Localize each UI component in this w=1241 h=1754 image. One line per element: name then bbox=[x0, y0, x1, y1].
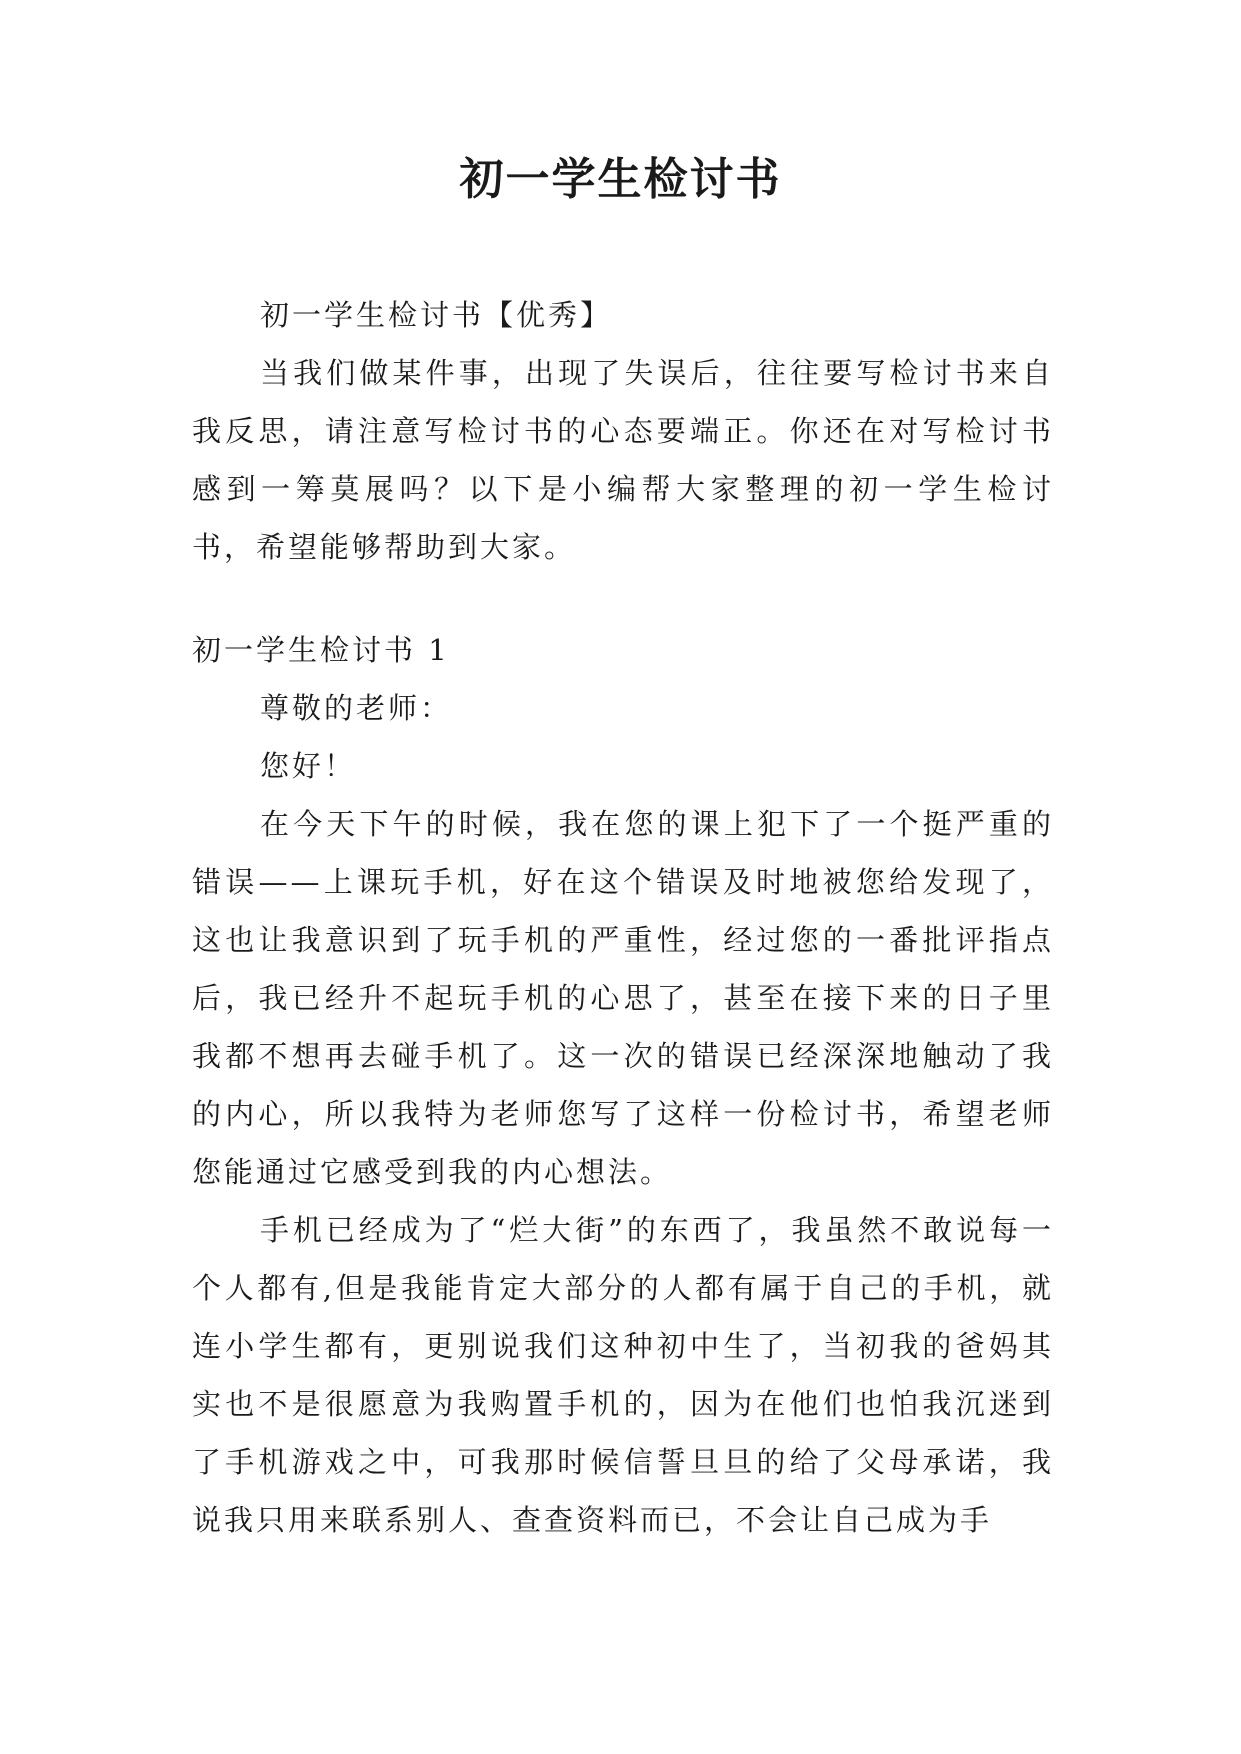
body-paragraph: 手机已经成为了“烂大街”的东西了，我虽然不敢说每一个人都有,但是我能肯定大部分的人都有属于自己的手机，就连小学生都有，更别说我们这种初中生了，当初我的爸妈其实也不是很愿意为我购置手机的，因为在他们也怕我沉迷到了手机游戏之中，可我那时候信誓旦旦的给了父母承诺，我说我只用来联系别人、查查资料而已，不会让自己成为手 bbox=[192, 1213, 1054, 1537]
greeting: 您好！ bbox=[260, 749, 357, 783]
section-heading: 初一学生检讨书 1 bbox=[192, 633, 450, 667]
body-paragraph: 在今天下午的时候，我在您的课上犯下了一个挺严重的错误——上课玩手机，好在这个错误及时地被您给发现了，这也让我意识到了玩手机的严重性，经过您的一番批评指点后，我已经升不起玩手机的心思了，甚至在接下来的日子里我都不想再去碰手机了。这一次的错误已经深深地触动了我的内心，所以我特为老师您写了这样一份检讨书，希望老师您能通过它感受到我的内心想法。 bbox=[192, 807, 1054, 1189]
document-title: 初一学生检讨书 bbox=[459, 154, 782, 205]
document-body bbox=[192, 286, 1054, 1549]
intro-paragraph: 当我们做某件事，出现了失误后，往往要写检讨书来自我反思，请注意写检讨书的心态要端正。你还在对写检讨书感到一筹莫展吗？以下是小编帮大家整理的初一学生检讨书，希望能够帮助到大家。 bbox=[192, 356, 1054, 564]
section-spacer bbox=[192, 576, 1054, 621]
salutation: 尊敬的老师： bbox=[260, 691, 453, 725]
document-subtitle: 初一学生检讨书【优秀】 bbox=[260, 298, 613, 332]
